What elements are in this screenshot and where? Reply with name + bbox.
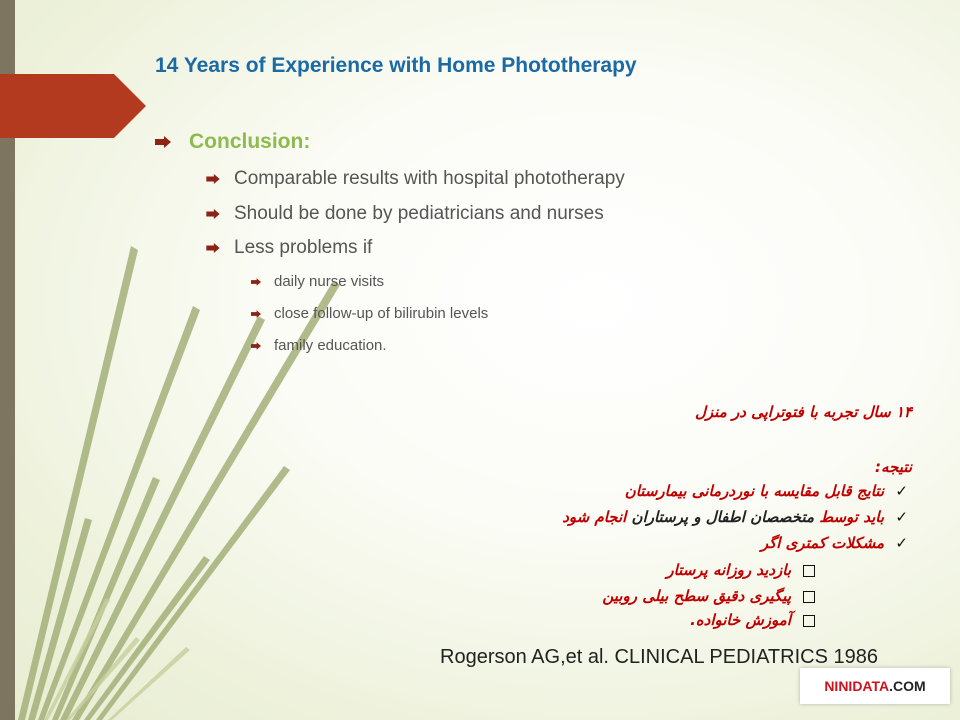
persian-sub-point-text: بازدید روزانه پرستار: [666, 561, 791, 579]
persian-point-part: و: [688, 508, 706, 526]
persian-conclusion-label: نتیجه:: [875, 458, 912, 476]
persian-point-part: انجام شود: [562, 508, 632, 526]
watermark-suffix: .COM: [889, 678, 926, 694]
conclusion-heading: [155, 130, 310, 154]
sub-point-text: daily nurse visits: [274, 273, 385, 290]
persian-sub-list-item: [602, 587, 815, 605]
persian-list-item: [625, 482, 908, 500]
point-text: Should be done by pediatricians and nurses: [234, 203, 604, 224]
sub-list-item: [251, 273, 384, 290]
watermark-brand: NINIDATA: [824, 678, 890, 694]
arrow-bullet-icon: [206, 243, 220, 253]
persian-point-highlight: پرستاران: [631, 508, 689, 526]
point-text: Comparable results with hospital phototherapy: [234, 168, 625, 189]
persian-sub-point-text: آموزش خانواده.: [690, 611, 791, 629]
arrow-bullet-icon: [155, 136, 171, 148]
persian-title: ۱۴ سال تجربه با فتوتراپی در منزل: [695, 403, 912, 421]
persian-sub-point-text: پیگیری دقیق سطح بیلی روبین: [602, 587, 791, 605]
persian-list-item: [562, 508, 908, 526]
persian-point-text: نتایج قابل مقایسه با نوردرمانی بیمارستان: [624, 482, 884, 500]
sub-point-text: close follow-up of bilirubin levels: [274, 305, 489, 322]
checkmark-icon: ✓: [895, 508, 908, 526]
sub-point-text: family education.: [274, 337, 387, 354]
list-item: [206, 237, 372, 259]
checkmark-icon: ✓: [895, 482, 908, 500]
list-item: [206, 168, 625, 190]
watermark-logo: [800, 668, 950, 704]
persian-sub-list-item: [666, 561, 815, 579]
sub-list-item: [251, 337, 387, 354]
persian-point-highlight: متخصصان اطفال: [705, 508, 815, 526]
checkbox-square-icon: [803, 565, 815, 577]
list-item: [206, 203, 604, 225]
slide-title: 14 Years of Experience with Home Phototherapy: [155, 54, 637, 77]
sub-list-item: [251, 305, 488, 322]
arrow-bullet-icon: [251, 278, 261, 286]
checkbox-square-icon: [803, 615, 815, 627]
persian-list-item: [761, 534, 908, 552]
arrow-bullet-icon: [206, 209, 220, 219]
persian-sub-list-item: [690, 611, 815, 629]
arrow-bullet-icon: [206, 174, 220, 184]
persian-point-text: مشکلات کمتری اگر: [760, 534, 884, 552]
checkmark-icon: ✓: [895, 534, 908, 552]
point-text: Less problems if: [234, 237, 373, 258]
citation: Rogerson AG,et al. CLINICAL PEDIATRICS 1986: [440, 646, 878, 668]
red-arrow-tab: [0, 74, 146, 138]
checkbox-square-icon: [803, 591, 815, 603]
persian-point-part: باید توسط: [814, 508, 884, 526]
arrow-bullet-icon: [251, 310, 261, 318]
conclusion-label: Conclusion:: [189, 130, 311, 153]
arrow-bullet-icon: [251, 342, 261, 350]
